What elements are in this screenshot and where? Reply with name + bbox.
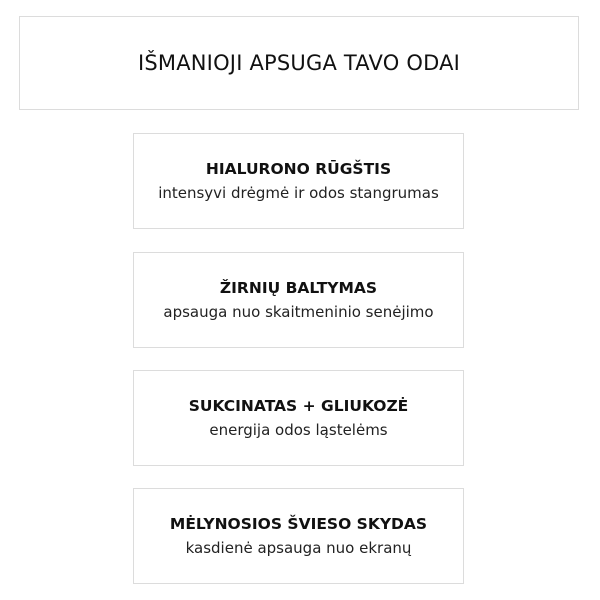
header-box	[19, 16, 579, 110]
feature-card-description: intensyvi drėgmė ir odos stangrumas	[158, 184, 439, 202]
feature-card-blue-light-shield	[133, 488, 464, 584]
feature-card-description: energija odos ląstelėms	[209, 421, 388, 439]
feature-card-title: SUKCINATAS + GLIUKOZĖ	[188, 397, 409, 415]
feature-card-title: MĖLYNOSIOS ŠVIESO SKYDAS	[169, 515, 428, 533]
page-title: IŠMANIOJI APSUGA TAVO ODAI	[137, 51, 461, 75]
feature-card-title: HIALURONO RŪGŠTIS	[205, 160, 392, 178]
feature-card-title: ŽIRNIŲ BALTYMAS	[219, 279, 378, 297]
feature-card-hyaluronic-acid	[133, 133, 464, 229]
feature-card-pea-protein	[133, 252, 464, 348]
feature-card-succinate-glucose	[133, 370, 464, 466]
feature-card-description: kasdienė apsauga nuo ekranų	[185, 539, 412, 557]
feature-card-description: apsauga nuo skaitmeninio senėjimo	[163, 303, 434, 321]
